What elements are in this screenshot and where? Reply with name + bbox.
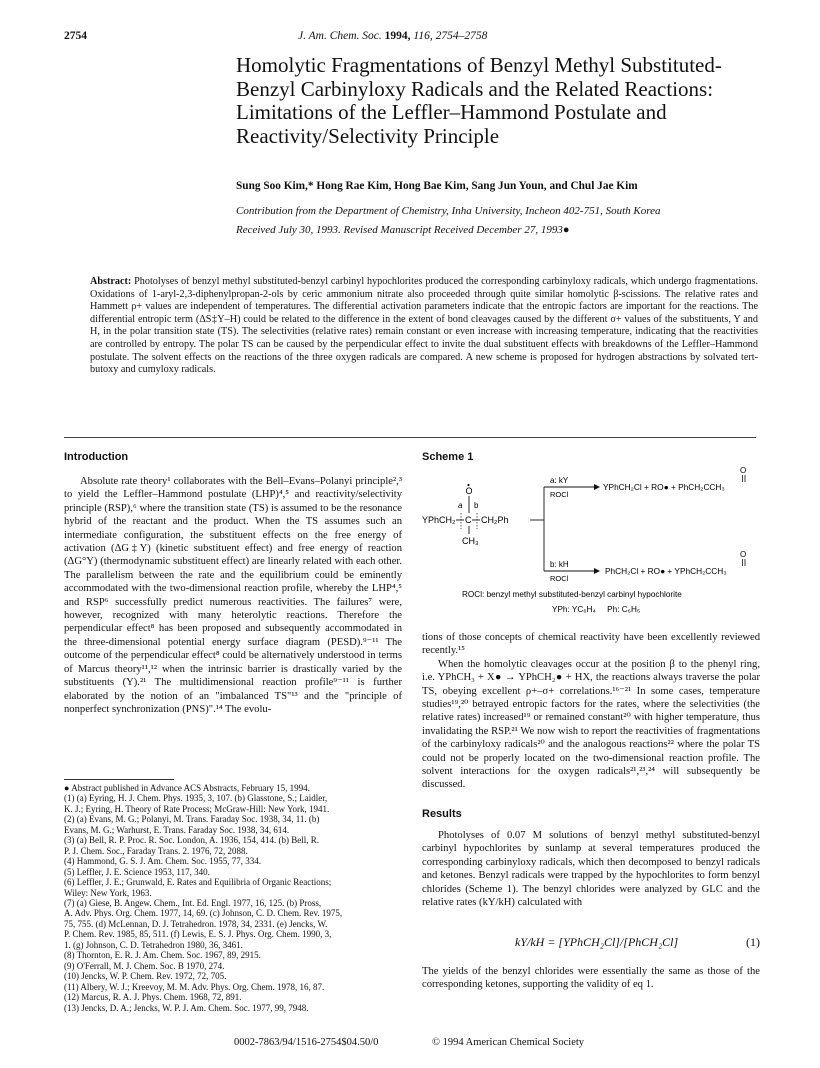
reactant-methyl: CH₃	[462, 536, 479, 546]
footnote-line: (10) Jencks, W. P. Chem. Rev. 1972, 72, 705.	[64, 971, 227, 982]
footnote-line: P. J. Chem. Soc., Faraday Trans. 2. 1976, 72, 2088.	[64, 845, 248, 856]
path-b-reagent: ROCl	[550, 574, 569, 583]
abstract-text: Photolyses of benzyl methyl substituted-benzyl carbinyl hypochlorites produced the corresponding carbinyloxy radicals, which undergo fragmentations. Oxidations of 1-aryl-2,3-diphenylpropan-2-ols by ceric ammonium nitrate also proceeded through quite similar homolytic β-scissions. The relative rates and Hammett ρ+ values are independent of temperatures. The differential activation parameters indicate that the entropic factors are important for the reactions. The differential entropic term (ΔS‡Y–H) could be related to the difference in the extent of bond cleavages caused by the different σ+ values of the substituents, Y and H, in the polar transition state (TS). The selectivities (relative rates) remain constant or even increase with increasing temperature, indicating that the reactivities are controlled by entropy. The polar TS can be caused by the perpendicular effect to invite the dual substituent effects with breakdowns of the Leffler–Hammond postulate. The solvent effects on the reactions of the three oxygen radicals are compared. A new scheme is proposed for hydrogen abstractions by solvated tert-butoxy and cumyloxy radicals.	[90, 276, 758, 376]
footnote-line: (8) Thornton, E. R. J. Am. Chem. Soc. 1967, 89, 2915.	[64, 950, 261, 961]
affiliation: Contribution from the Department of Chemistry, Inha University, Incheon 402-751, South Korea	[236, 205, 661, 217]
footnote-line: ● Abstract published in Advance ACS Abstracts, February 15, 1994.	[64, 783, 310, 793]
journal-name: J. Am. Chem. Soc.	[298, 30, 382, 42]
results-body-continued: The yields of the benzyl chlorides were essentially the same as those of the corresponding ketones, supporting the validity of eq 1.	[422, 966, 760, 991]
footnotes	[64, 783, 404, 1013]
scheme-heading: Scheme 1	[422, 451, 474, 463]
equation-number: (1)	[746, 935, 760, 949]
introduction-paragraph: Absolute rate theory¹ collaborates with the Bell–Evans–Polanyi principle²,³ to yield the Leffler–Hammond postulate (LHP)⁴,⁵ and reactivity/selectivity principle (RSP),⁶ where the transition state (TS) is assumed to be the resonance hybrid of the reactant and the product. When the TS assumes such an intermediate configuration, the substituent effects on the free energy of activation (ΔG‡Y) (kinetic substituent effect) and free energy of reaction (ΔG°Y) (thermodynamic substituent effect) are linearly related with each other. The parallelism between the rate and the equilibrium could be eminently accommodated with the two-dimensional reaction profile, whereby the LHP⁴,⁵ and RSP⁶ successfully predict numerous reactivities. The failures⁷ were, however, recognized with many heterolytic reactions. Therefore the perpendicular effect⁸ has been proposed and subsequently accommodated in the three-dimensional potential energy surface diagram (PESD).⁹⁻¹¹ The outcome of the perpendicular effect⁸ could be alternatively understood in terms of Marcus theory¹¹,¹² when the intrinsic barrier is drastically varied by the substituents (Y).²¹ The multidimensional reaction profile⁹⁻¹¹ is further elaborated by the notion of an "imbalanced TS"¹³ and the "principle of nonperfect synchronization (PNS)".¹⁴ The evolu-	[64, 476, 402, 715]
scheme-1-diagram	[422, 463, 762, 623]
introduction-body	[64, 475, 402, 716]
path-a-reagent: ROCl	[550, 490, 569, 499]
introduction-heading: Introduction	[64, 451, 129, 463]
page-number: 2754	[64, 30, 87, 42]
section-divider	[64, 437, 756, 438]
footnote-line: P. Chem. Rev. 1985, 85, 511. (f) Lewis, E. S. J. Phys. Org. Chem. 1990, 3,	[64, 929, 332, 940]
abstract	[90, 276, 758, 377]
footnote-line: (2) (a) Evans, M. G.; Polanyi, M. Trans. Faraday Soc. 1938, 34, 11. (b)	[64, 814, 320, 825]
footnote-line: (3) (a) Bell, R. P. Proc. R. Soc. London, A. 1936, 154, 414. (b) Bell, R.	[64, 835, 319, 846]
footnote-line: (5) Leffler, J. E. Science 1953, 117, 340.	[64, 866, 210, 877]
arrow-head	[594, 484, 600, 490]
abstract-label: Abstract:	[90, 276, 132, 287]
footnote-line: (1) (a) Eyring, H. J. Chem. Phys. 1935, 3, 107. (b) Glasstone, S.; Laidler,	[64, 793, 328, 804]
scheme-svg	[422, 463, 762, 623]
issn-code: 0002-7863/94/1516-2754$04.50/0	[234, 1037, 379, 1048]
footnote-line: Wiley: New York, 1963.	[64, 887, 152, 898]
footnote-line: (9) O'Ferrall, M. J. Chem. Soc. B 1970, 274.	[64, 960, 225, 971]
reactant-oxygen: O	[465, 486, 473, 496]
scheme-caption-2: YPh: YC₆H₄ Ph: C₆H₅	[552, 605, 641, 614]
path-b-label: b: kH	[550, 560, 569, 569]
footnote-line: (7) (a) Giese, B. Angew. Chem., Int. Ed. Engl. 1977, 16, 125. (b) Pross,	[64, 897, 322, 908]
path-a-label: a: kY	[550, 476, 569, 485]
received-dates: Received July 30, 1993. Revised Manuscript Received December 27, 1993●	[236, 224, 570, 236]
reactant-center-carbon: C	[465, 515, 472, 525]
bond-b-label: b	[474, 501, 479, 510]
footnote-line: (12) Marcus, R. A. J. Phys. Chem. 1968, 72, 891.	[64, 992, 242, 1003]
results-body	[422, 829, 760, 909]
footnote-divider	[64, 779, 174, 780]
carbonyl-oxygen-b: O	[740, 550, 747, 559]
product-b: PhCH₂Cl + RO● + YPhCH₂CCH₃	[605, 566, 727, 576]
footnote-line: (4) Hammond, G. S. J. Am. Chem. Soc. 1955, 77, 334.	[64, 856, 261, 867]
journal-citation	[298, 30, 487, 42]
journal-volume-pages: 116, 2754–2758	[413, 30, 488, 42]
footnote-line: K. J.; Eyring, H. Theory of Rate Process; McGraw-Hill: New York, 1941.	[64, 803, 330, 814]
copyright: © 1994 American Chemical Society	[432, 1037, 585, 1048]
footnote-line: (11) Albery, W. J.; Kreevoy, M. M. Adv. Phys. Org. Chem. 1978, 16, 87.	[64, 981, 325, 992]
paragraph: Photolyses of 0.07 M solutions of benzyl methyl substituted-benzyl carbinyl hypochlorites by sunlamp at several temperatures produced the corresponding carbinyloxy radicals, which then decomposed to benzyl radicals and ketones. Benzyl radicals were trapped by the hypochlorites to form benzyl chlorides (Scheme 1). The benzyl chlorides were analyzed by GLC and the relative rates (kY/kH) calculated with	[422, 830, 760, 909]
continued-paragraph: tions of those concepts of chemical reactivity have been excellently reviewed recently.¹⁵	[422, 632, 760, 657]
footnote-line: Evans, M. G.; Warhurst, E. Trans. Faraday Soc. 1938, 34, 614.	[64, 824, 290, 835]
footnote-line: A. Adv. Phys. Org. Chem. 1977, 14, 69. (c) Johnson, C. D. Chem. Rev. 1975,	[64, 908, 343, 919]
footnote-line: (13) Jencks, D. A.; Jencks, W. P. J. Am. Chem. Soc. 1977, 99, 7948.	[64, 1002, 309, 1013]
radical-dot	[467, 484, 469, 486]
journal-year: 1994,	[384, 30, 411, 42]
scheme-caption: ROCl: benzyl methyl substituted-benzyl carbinyl hypochlorite	[462, 590, 682, 599]
product-a: YPhCH₂Cl + RO● + PhCH₂CCH₃	[603, 482, 725, 492]
article-title: Homolytic Fragmentations of Benzyl Methyl Substituted-Benzyl Carbinyloxy Radicals and the Related Reactions: Limitations of the Leffler–Hammond Postulate and Reactivity/Selectivity Principle	[236, 53, 722, 148]
carbonyl-oxygen-a: O	[740, 466, 747, 475]
arrow-head	[594, 568, 600, 574]
authors: Sung Soo Kim,* Hong Rae Kim, Hong Bae Kim, Sang Jun Youn, and Chul Jae Kim	[236, 180, 638, 192]
results-heading: Results	[422, 808, 462, 820]
footnote-line: (6) Leffler, J. E.; Grunwald, E. Rates and Equilibria of Organic Reactions;	[64, 877, 332, 888]
equation-text: kY/kH = [YPhCH₂Cl]/[PhCH₂Cl]	[515, 935, 679, 949]
right-column-text	[422, 631, 760, 792]
equation-1	[515, 935, 760, 950]
paragraph: When the homolytic cleavages occur at the position β to the phenyl ring, i.e. YPhCH₃ + X● → YPhCH₂● + HX, the reactions always traverse the polar TS, obeying excellent ρ+–σ+ correlations.¹⁶⁻²¹ In some cases, temperature studies¹⁹,²⁰ betrayed entropic factors for the rates, where the selectivities (the relative rates) increased¹⁹ or remained constant²⁰ with higher temperature, thus invalidating the RSP.²¹ We now wish to report the reactivities of fragmentations of the carbinyloxy radicals²⁰ and the analogous reactions²² where the polar TS could not be properly located on the two-dimensional reaction profile. The solvent interactions for the oxygen radicals²¹,²³,²⁴ will subsequently be discussed.	[422, 658, 760, 791]
reactant-right-group: CH₂Ph	[481, 515, 509, 525]
footnote-line: 1. (g) Johnson, C. D. Tetrahedron 1980, 36, 3461.	[64, 939, 243, 950]
bond-a-label: a	[458, 501, 463, 510]
footnote-line: 75, 755. (d) McLennan, D. J. Tetrahedron. 1978, 34, 2331. (e) Jencks, W.	[64, 918, 328, 929]
reactant-left-group: YPhCH₂	[422, 515, 456, 525]
